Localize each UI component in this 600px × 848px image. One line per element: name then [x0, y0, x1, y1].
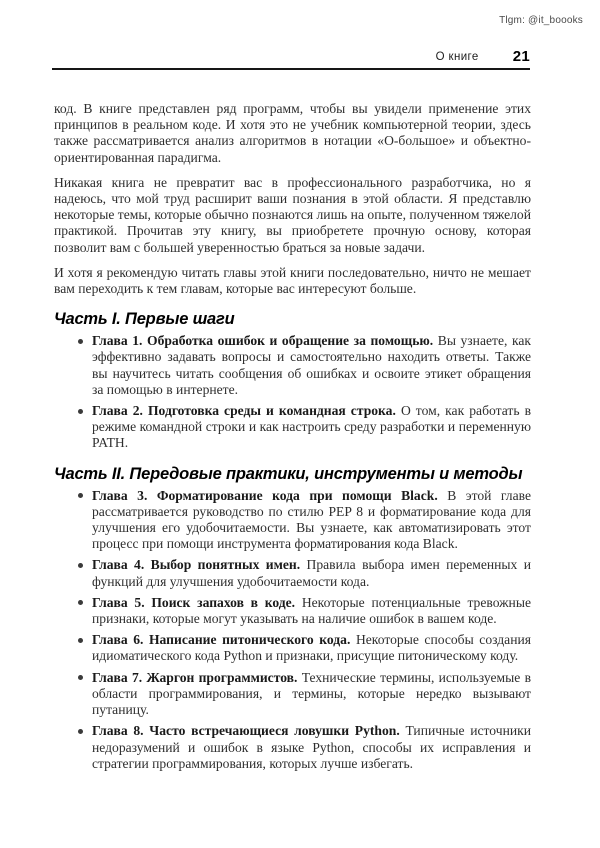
chapter-item	[54, 488, 531, 553]
page-number: 21	[512, 47, 530, 65]
bullet-icon	[78, 493, 83, 498]
bullet-icon	[78, 563, 83, 568]
bullet-icon	[78, 638, 83, 643]
chapter-item	[54, 333, 531, 398]
chapter-description: О том, как работать в режиме командной строки и как настроить среду разработки и переменную PATH.	[92, 403, 531, 451]
chapter-title: Глава 2. Подготовка среды и командная строка.	[92, 403, 396, 419]
chapter-title: Глава 1. Обработка ошибок и обращение за помощью.	[92, 333, 434, 349]
bullet-icon	[78, 409, 83, 414]
chapter-item	[54, 557, 531, 589]
bullet-icon	[78, 600, 83, 605]
telegram-watermark: Tlgm: @it_boooks	[499, 15, 583, 26]
part-i-heading: Часть I. Первые шаги	[54, 310, 235, 329]
chapter-title: Глава 3. Форматирование кода при помощи Black.	[92, 487, 438, 503]
running-header	[52, 0, 530, 70]
part-ii-heading: Часть II. Передовые практики, инструменты и методы	[54, 464, 523, 483]
bullet-icon	[78, 339, 83, 344]
chapter-description: Некоторые потенциальные тревожные признаки, которые могут указывать на наличие ошибок в вашем коде.	[92, 594, 531, 627]
chapter-description: Некоторые способы создания идиоматического кода Python и признаки, присущие питоническому коду.	[92, 632, 531, 664]
body-paragraph: Никакая книга не превратит вас в профессионального разработчика, но я надеюсь, что мой труд расширит ваши познания в этой области. Я представлю некоторые темы, которые обычно познаются лишь на опыте, полученном тяжелой практикой. Прочитав эту книгу, вы приобретете прочную основу, которая позволит вам с большей уверенностью браться за новые задачи.	[54, 174, 531, 255]
chapter-title: Глава 7. Жаргон программистов.	[92, 669, 298, 685]
page-content	[54, 101, 531, 777]
chapter-description: Типичные источники недоразумений и ошибок в языке Python, способы их исправления и стратегии программирования, которых лучше избегать.	[92, 723, 532, 771]
chapter-title: Глава 4. Выбор понятных имен.	[92, 557, 301, 573]
body-paragraph: И хотя я рекомендую читать главы этой книги последовательно, ничто не мешает вам переходить к тем главам, которые вас интересуют больше.	[54, 264, 531, 297]
chapter-item	[54, 595, 531, 627]
chapter-item	[54, 670, 531, 719]
part-ii-chapter-list	[54, 488, 531, 772]
chapter-description: Правила выбора имен переменных и функций для улучшения удобочитаемости кода.	[92, 557, 532, 589]
chapter-title: Глава 6. Написание питонического кода.	[92, 632, 351, 648]
running-head-title: О книге	[435, 50, 479, 63]
body-paragraph: код. В книге представлен ряд программ, чтобы вы увидели применение этих принципов в реальном коде. И хотя это не учебник компьютерной теории, здесь также рассматривается анализ алгоритмов в нотации «О-большое» и объектно-ориентированная парадигма.	[54, 101, 531, 165]
bullet-icon	[78, 675, 83, 680]
chapter-description: В этой главе рассматривается руководство по стилю PEP 8 и форматирование кода для улучшения его удобочитаемости. Вы узнаете, как автоматизировать этот процесс при помощи инструмента форматирования кода Black.	[92, 487, 531, 552]
part-i-chapter-list	[54, 333, 531, 451]
chapter-item	[54, 403, 531, 452]
bullet-icon	[78, 729, 83, 734]
chapter-description: Вы узнаете, как эффективно задавать вопросы и самостоятельно находить ответы. Также вы научитесь читать сообщения об ошибках и освоите этикет обращения за помощью в интернете.	[92, 333, 531, 397]
chapter-title: Глава 8. Часто встречающиеся ловушки Python.	[92, 723, 400, 739]
chapter-item	[54, 723, 531, 772]
chapter-title: Глава 5. Поиск запахов в коде.	[92, 594, 296, 610]
chapter-item	[54, 632, 531, 664]
chapter-description: Технические термины, используемые в области программирования, и термины, которые нередко вызывают путаницу.	[92, 669, 531, 718]
